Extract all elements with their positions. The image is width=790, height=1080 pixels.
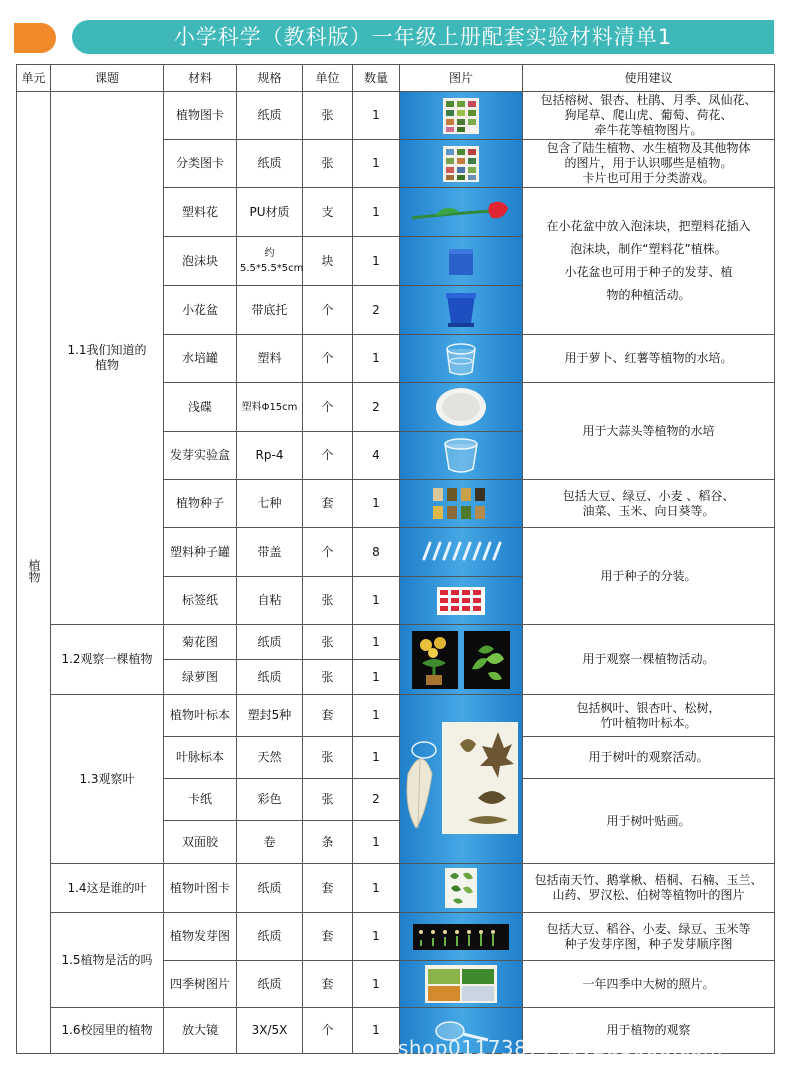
material-cell: 泡沫块 (164, 237, 237, 286)
quantity-cell: 1 (353, 864, 400, 913)
picture-cell (400, 383, 523, 432)
picture-cell (400, 432, 523, 480)
hydroponic-jar-image (441, 339, 481, 379)
advice-line: 物的种植活动。 (606, 288, 691, 302)
advice-cell (523, 913, 775, 961)
advice-cell (523, 625, 775, 695)
spec-cell: 带底托 (237, 286, 303, 335)
advice-line: 一年四季中大树的照片。 (582, 976, 715, 991)
quantity-cell: 1 (353, 821, 400, 864)
advice-cell (523, 188, 775, 335)
advice-line: 山药、罗汉松、伯树等植物叶的图片 (552, 888, 745, 902)
quantity-cell: 1 (353, 625, 400, 660)
foam-block-image (441, 241, 481, 281)
advice-line: 牵牛花等植物图片。 (594, 123, 703, 137)
advice-cell (523, 383, 775, 480)
advice-cell (523, 140, 775, 188)
quantity-cell: 1 (353, 237, 400, 286)
quantity-cell: 1 (353, 961, 400, 1008)
col-header-spec: 规格 (237, 65, 303, 92)
advice-line: 包括大豆、绿豆、小麦 、稻谷、 (562, 488, 735, 503)
spec-cell: 3X/5X (237, 1008, 303, 1054)
unit-measure-cell: 张 (303, 779, 353, 821)
spec-cell: 塑封5种 (237, 695, 303, 737)
lesson-cell: 1.3观察叶 (51, 695, 164, 864)
spec-cell: 塑料Φ15cm (237, 383, 303, 432)
picture-cell (400, 528, 523, 577)
material-cell: 发芽实验盒 (164, 432, 237, 480)
quantity-cell: 1 (353, 577, 400, 625)
quantity-cell: 1 (353, 1008, 400, 1054)
unit-measure-cell: 张 (303, 577, 353, 625)
picture-cell (400, 140, 523, 188)
leaf-card-image (441, 866, 481, 910)
advice-line: 用于植物的观察 (606, 1023, 691, 1037)
advice-line: 油菜、玉米、向日葵等。 (582, 503, 715, 518)
lesson-cell: 1.6校园里的植物 (51, 1008, 164, 1054)
advice-cell (523, 335, 775, 383)
unit-measure-cell: 个 (303, 528, 353, 577)
advice-line: 用于大蒜头等植物的水培 (582, 423, 715, 438)
table-row (17, 913, 775, 961)
advice-line: 种子发芽序图，种子发芽顺序图 (564, 936, 733, 951)
unit-measure-cell: 套 (303, 864, 353, 913)
quantity-cell: 1 (353, 737, 400, 779)
spec-cell: 纸质 (237, 913, 303, 961)
shallow-dish-image (433, 385, 489, 429)
advice-line: 包括榕树、银杏、杜鹃、月季、凤仙花、 (540, 93, 757, 107)
lesson-cell: 1.4这是谁的叶 (51, 864, 164, 913)
unit-measure-cell: 块 (303, 237, 353, 286)
material-cell: 植物发芽图 (164, 913, 237, 961)
quantity-cell: 1 (353, 480, 400, 528)
advice-cell (523, 779, 775, 864)
spec-cell: 纸质 (237, 660, 303, 695)
picture-cell (400, 480, 523, 528)
label-sticker-image (433, 583, 489, 619)
material-cell: 水培罐 (164, 335, 237, 383)
quantity-cell: 1 (353, 140, 400, 188)
col-header-picture: 图片 (400, 65, 523, 92)
advice-line: 卡片也可用于分类游戏。 (582, 171, 715, 185)
classification-card-image (441, 144, 481, 184)
picture-cell (400, 625, 523, 695)
spec-cell: 自粘 (237, 577, 303, 625)
advice-line: 的图片，用于认识哪些是植物。 (564, 156, 733, 170)
material-cell: 标签纸 (164, 577, 237, 625)
advice-line: 包括南天竹、鹅掌楸、梧桐、石楠、玉兰、 (534, 873, 763, 887)
quantity-cell: 1 (353, 913, 400, 961)
material-cell: 小花盆 (164, 286, 237, 335)
table-row (17, 92, 775, 140)
advice-line: 用于萝卜、红薯等植物的水培。 (564, 351, 733, 365)
advice-cell (523, 92, 775, 140)
four-seasons-tree-image (423, 963, 499, 1005)
spec-cell: 带盖 (237, 528, 303, 577)
quantity-cell: 8 (353, 528, 400, 577)
unit-measure-cell: 条 (303, 821, 353, 864)
spec-cell: 纸质 (237, 140, 303, 188)
advice-line: 小花盆也可用于种子的发芽、植 (564, 265, 733, 279)
unit-measure-cell: 张 (303, 92, 353, 140)
col-header-material: 材料 (164, 65, 237, 92)
material-cell: 双面胶 (164, 821, 237, 864)
quantity-cell: 1 (353, 188, 400, 237)
unit-measure-cell: 张 (303, 140, 353, 188)
material-cell: 叶脉标本 (164, 737, 237, 779)
unit-measure-cell: 个 (303, 1008, 353, 1054)
col-header-quantity: 数量 (353, 65, 400, 92)
spec-cell: Rp-4 (237, 432, 303, 480)
spec-cell: 纸质 (237, 92, 303, 140)
advice-cell (523, 737, 775, 779)
advice-line: 用于树叶的观察活动。 (588, 750, 709, 764)
picture-cell (400, 913, 523, 961)
chrysanthemum-pothos-image (406, 629, 516, 691)
picture-cell (400, 335, 523, 383)
advice-cell (523, 961, 775, 1008)
picture-cell (400, 695, 523, 864)
advice-line: 包括枫叶、银杏叶、松树， (576, 700, 721, 715)
picture-cell (400, 92, 523, 140)
col-header-unit-measure: 单位 (303, 65, 353, 92)
col-header-unit: 单元 (17, 65, 51, 92)
plant-seeds-image (429, 484, 493, 524)
material-cell: 卡纸 (164, 779, 237, 821)
unit-cell (17, 92, 51, 1054)
advice-cell (523, 528, 775, 625)
spec-cell: 约5.5*5.5*5cm (237, 237, 303, 286)
picture-cell (400, 237, 523, 286)
unit-measure-cell: 套 (303, 913, 353, 961)
material-cell: 植物叶图卡 (164, 864, 237, 913)
spec-cell: 卷 (237, 821, 303, 864)
spec-cell: 彩色 (237, 779, 303, 821)
lesson-cell: 1.5植物是活的吗 (51, 913, 164, 1008)
quantity-cell: 1 (353, 695, 400, 737)
unit-measure-cell: 套 (303, 961, 353, 1008)
spec-cell: 纸质 (237, 961, 303, 1008)
spec-cell: 纸质 (237, 625, 303, 660)
material-cell: 分类图卡 (164, 140, 237, 188)
spec-cell: 天然 (237, 737, 303, 779)
picture-cell (400, 188, 523, 237)
quantity-cell: 2 (353, 779, 400, 821)
picture-cell (400, 577, 523, 625)
quantity-cell: 2 (353, 286, 400, 335)
table-row (17, 625, 775, 660)
watermark: shop0117387779y2d1688.com (398, 1036, 723, 1060)
table-row (17, 864, 775, 913)
col-header-lesson: 课题 (51, 65, 164, 92)
spec-cell: 七种 (237, 480, 303, 528)
plastic-flower-image (406, 194, 516, 230)
unit-measure-cell: 套 (303, 695, 353, 737)
quantity-cell: 1 (353, 660, 400, 695)
advice-line: 狗尾草、爬山虎、葡萄、荷花、 (564, 108, 733, 122)
plant-card-image (441, 96, 481, 136)
spec-cell: 塑料 (237, 335, 303, 383)
material-cell: 浅碟 (164, 383, 237, 432)
seed-tubes-image (416, 537, 506, 567)
unit-measure-cell: 个 (303, 335, 353, 383)
material-cell: 放大镜 (164, 1008, 237, 1054)
advice-line: 包含了陆生植物、水生植物及其他物体 (546, 141, 751, 155)
lesson-cell: 1.2观察一棵植物 (51, 625, 164, 695)
materials-table (16, 64, 775, 1054)
orange-tab-decoration (14, 23, 56, 53)
picture-cell (400, 864, 523, 913)
leaf-specimen-image (402, 704, 520, 854)
material-cell: 塑料花 (164, 188, 237, 237)
advice-line: 竹叶植物叶标本。 (600, 715, 697, 730)
advice-cell (523, 480, 775, 528)
advice-line: 用于观察一棵植物活动。 (582, 652, 715, 666)
spec-cell: PU材质 (237, 188, 303, 237)
material-cell: 四季树图片 (164, 961, 237, 1008)
unit-label: 植物 (27, 558, 41, 583)
quantity-cell: 1 (353, 335, 400, 383)
advice-cell (523, 695, 775, 737)
unit-measure-cell: 个 (303, 383, 353, 432)
picture-cell (400, 961, 523, 1008)
advice-cell (523, 864, 775, 913)
material-cell: 植物种子 (164, 480, 237, 528)
page-title: 小学科学（教科版）一年级上册配套实验材料清单1 (72, 20, 774, 54)
material-cell: 植物叶标本 (164, 695, 237, 737)
table-header-row (17, 65, 775, 92)
advice-line: 用于种子的分装。 (600, 568, 697, 583)
advice-line: 在小花盆中放入泡沫块，把塑料花插入 (546, 219, 751, 233)
quantity-cell: 2 (353, 383, 400, 432)
advice-line: 包括大豆、稻谷、小麦、绿豆、玉米等 (546, 921, 751, 936)
unit-measure-cell: 个 (303, 286, 353, 335)
material-cell: 绿萝图 (164, 660, 237, 695)
quantity-cell: 1 (353, 92, 400, 140)
germination-chart-image (411, 922, 511, 952)
advice-line: 用于树叶贴画。 (606, 813, 691, 828)
col-header-advice: 使用建议 (523, 65, 775, 92)
unit-measure-cell: 张 (303, 737, 353, 779)
unit-measure-cell: 张 (303, 625, 353, 660)
material-cell: 塑料种子罐 (164, 528, 237, 577)
quantity-cell: 4 (353, 432, 400, 480)
flower-pot-image (441, 289, 481, 331)
picture-cell (400, 286, 523, 335)
table-row (17, 695, 775, 737)
spec-cell: 纸质 (237, 864, 303, 913)
lesson-cell: 1.1我们知道的植物 (51, 92, 164, 625)
advice-line: 泡沫块，制作“塑料花”植株。 (570, 242, 727, 256)
unit-measure-cell: 支 (303, 188, 353, 237)
unit-measure-cell: 套 (303, 480, 353, 528)
material-cell: 植物图卡 (164, 92, 237, 140)
germination-box-image (439, 435, 483, 477)
material-cell: 菊花图 (164, 625, 237, 660)
unit-measure-cell: 张 (303, 660, 353, 695)
unit-measure-cell: 个 (303, 432, 353, 480)
